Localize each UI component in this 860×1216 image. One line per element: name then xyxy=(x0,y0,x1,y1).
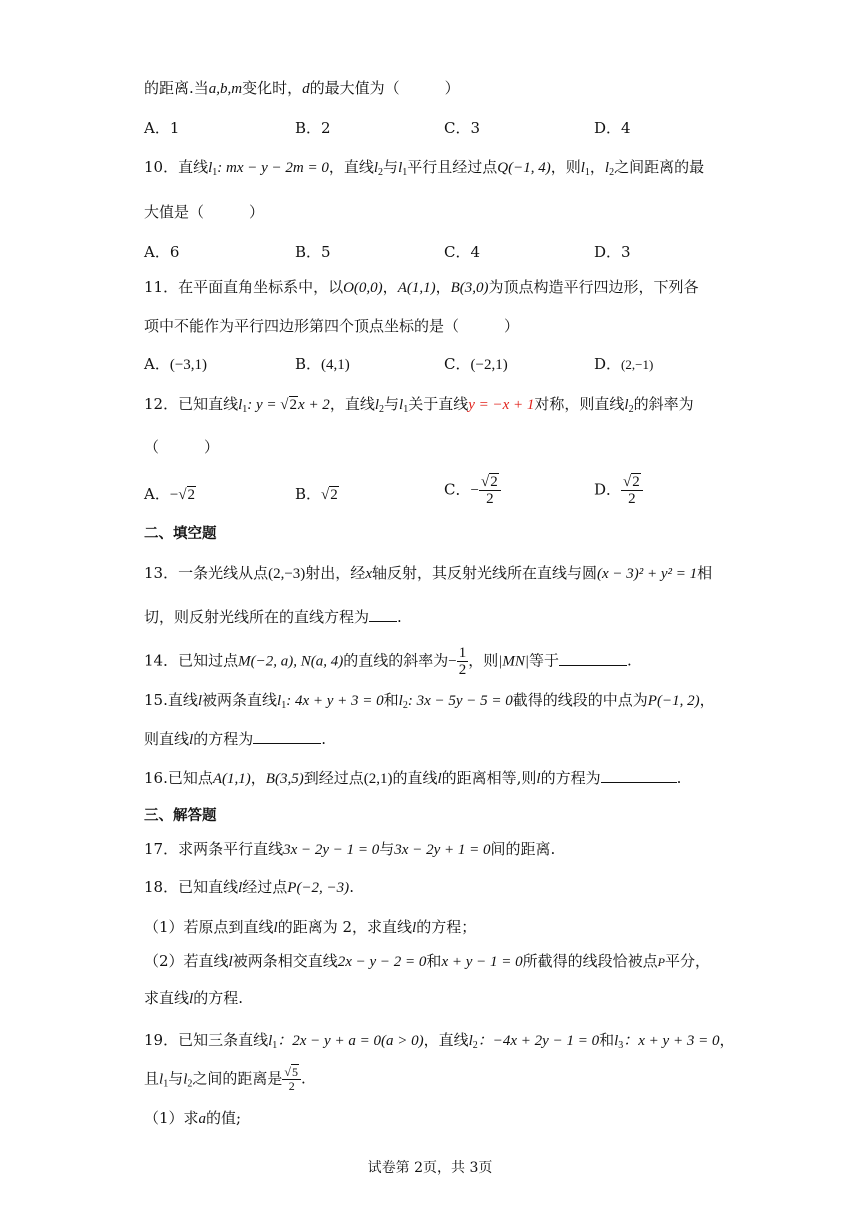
q18-part2-line2: 求直线l的方程. xyxy=(144,989,243,1007)
q10-line1: 10．直线$l_1$: mx − y − 2m = 0，直线$l_2$与$l_1$平行且经过点Q(−1, 4)，则$l_1$，$l_2$之间距离的最 xyxy=(144,158,705,178)
q17-line: 17．求两条平行直线3x − 2y − 1 = 0与3x − 2y + 1 = 0间的距离. xyxy=(144,840,556,858)
q19-line1: 19．已知三条直线$l_1$：2x − y + a = 0(a > 0)，直线$l_2$：−4x + 2y − 1 = 0和$l_3$：x + y + 3 = 0， xyxy=(144,1031,735,1051)
q19-line2: 且$l_1$与$l_2$之间的距离是 $\frac{√5}{2}$ . xyxy=(144,1065,306,1093)
q10-line2: 大值是（ ） xyxy=(144,203,265,221)
page-footer: 试卷第 2页，共 3页 xyxy=(367,1160,493,1176)
q18-part2-line1: （2）若直线l被两条相交直线2x − y − 2 = 0和x + y − 1 = 0所截得的线段恰被点P平分， xyxy=(144,952,710,970)
q12-line1: 12．已知直线$l_1$: y = √2x + 2，直线$l_2$与$l_1$关于直线y = −x + 1对称，则直线$l_2$的斜率为 xyxy=(144,395,694,415)
answer-blank xyxy=(253,727,321,744)
q9-tail-line: 的距离.当a,b,m变化时，d的最大值为（ ） xyxy=(144,79,460,97)
q19-part1: （1）求a的值; xyxy=(144,1109,242,1127)
q10-option-c: C．4 xyxy=(444,243,481,261)
q10-option-b: B．5 xyxy=(295,243,331,261)
answer-blank xyxy=(369,605,397,622)
section-fill-blank: 二、填空题 xyxy=(144,526,217,542)
q12-line2: （ ） xyxy=(144,438,220,456)
q11-line2: 项中不能作为平行四边形第四个顶点坐标的是（ ） xyxy=(144,317,520,335)
section-solve: 三、解答题 xyxy=(144,808,217,824)
red-line-equation: y = −x + 1 xyxy=(468,397,535,413)
q9-option-c: C．3 xyxy=(444,119,481,137)
q15-line2: 则直线l的方程为 . xyxy=(144,727,326,751)
q12-option-b: B．√2 xyxy=(295,485,338,503)
q13-line1: 13．一条光线从点(2,−3)射出，经x轴反射，其反射光线所在直线与圆(x − 3)² + y² = 1相 xyxy=(144,564,713,582)
q9-option-a: A．1 xyxy=(144,119,180,137)
q11-option-d: D．(2,−1) xyxy=(594,355,654,373)
q12-option-c: C．− $\frac{√2}{2}$ xyxy=(444,474,501,507)
q15-line1: 15.直线l被两条直线$l_1$: 4x + y + 3 = 0和$l_2$: 3x − 5y − 5 = 0截得的线段的中点为P(−1, 2)， xyxy=(144,691,715,711)
q10-option-a: A．6 xyxy=(144,243,180,261)
q12-option-d: D． $\frac{√2}{2}$ xyxy=(594,474,643,507)
q9-option-b: B．2 xyxy=(295,119,331,137)
q11-option-c: C．(−2,1) xyxy=(444,355,508,373)
answer-blank xyxy=(559,649,627,666)
q11-option-b: B．(4,1) xyxy=(295,355,350,373)
q9-option-d: D．4 xyxy=(594,119,631,137)
q14-line: 14．已知过点M(−2, a), N(a, 4)的直线的斜率为− $\frac{1}{2}$ ，则|MN|等于 . xyxy=(144,645,632,678)
q12-option-a: A．−√2 xyxy=(144,485,196,503)
q11-option-a: A．(−3,1) xyxy=(144,355,208,373)
q18-line: 18．已知直线l经过点P(−2, −3). xyxy=(144,878,354,896)
q16-line: 16.已知点A(1,1)，B(3,5)到经过点(2,1)的直线l的距离相等,则l的方程为 . xyxy=(144,766,681,790)
q11-line1: 11．在平面直角坐标系中，以O(0,0)，A(1,1)，B(3,0)为顶点构造平行四边形，下列各 xyxy=(144,278,699,296)
q13-line2: 切，则反射光线所在的直线方程为 . xyxy=(144,605,402,628)
answer-blank xyxy=(601,766,677,783)
q10-option-d: D．3 xyxy=(594,243,631,261)
q18-part1: （1）若原点到直线l的距离为 2，求直线l的方程； xyxy=(144,918,477,936)
